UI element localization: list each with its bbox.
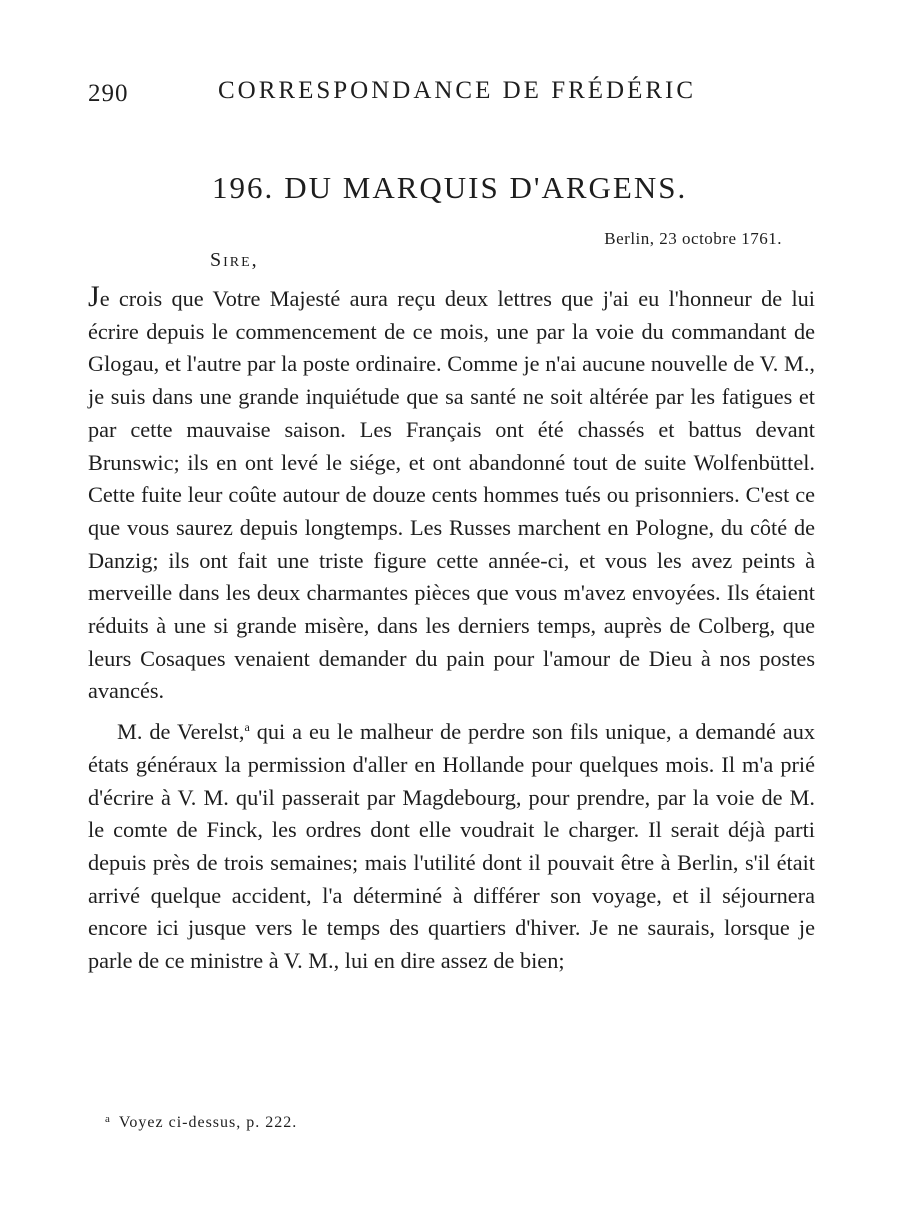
paragraph	[88, 716, 815, 978]
paragraph	[88, 280, 815, 708]
initial-letter: J	[88, 280, 100, 313]
salutation: Sire,	[210, 249, 259, 271]
letter-body	[88, 280, 815, 978]
dateline: Berlin, 23 octobre 1761.	[604, 229, 782, 248]
running-head: CORRESPONDANCE DE FRÉDÉRIC	[218, 77, 697, 104]
paragraph-text: e crois que Votre Majesté aura reçu deux lettres que j'ai eu l'honneur de lui écrire depuis le commencement de ce mois, une par la voie du commandant de Glogau, et l'autre par la poste ordinaire. Comme je n'ai aucune nouvelle de V. M., je suis dans une grande inquiétude que sa santé ne soit altérée par les fatigues et par cette mauvaise saison. Les Français ont été chassés et battus devant Brunswic; ils en ont levé le siége, et ont abandonné tout de suite Wolfenbüttel. Cette fuite leur coûte autour de douze cents hommes tués ou prisonniers. C'est ce que vous saurez depuis longtemps. Les Russes marchent en Pologne, du côté de Danzig; ils ont fait une triste figure cette année-ci, et vous les avez peints à merveille dans les deux charmantes pièces que vous m'avez envoyées. Ils étaient réduits à une si grande misère, dans les derniers temps, auprès de Colberg, que leurs Cosaques venaient demander du pain pour l'amour de Dieu à nos postes avancés.	[88, 286, 815, 704]
letter-title: DU MARQUIS D'ARGENS.	[284, 170, 688, 205]
footnote-mark: a	[105, 1113, 111, 1125]
footnote-text: Voyez ci-dessus, p. 222.	[118, 1114, 298, 1131]
page-number: 290	[88, 80, 129, 107]
letter-number: 196.	[212, 170, 275, 205]
paragraph-text: qui a eu le malheur de perdre son fils unique, a demandé aux états généraux la permission d'aller en Hollande pour quelques mois. Il m'a prié d'écrire à V. M. qu'il passerait par Magdebourg, pour prendre, par la voie de M. le comte de Finck, les ordres dont elle voudrait le charger. Il serait déjà parti depuis près de trois semaines; mais l'utilité dont il pouvait être à Berlin, s'il était arrivé quelque accident, l'a déterminé à différer son voyage, et il séjournera encore ici jusque vers le temps des quartiers d'hiver. Je ne saurais, lorsque je parle de ce ministre à V. M., lui en dire assez de bien;	[88, 719, 815, 974]
letter-heading	[212, 170, 687, 206]
footnote	[105, 1113, 297, 1132]
footnote-reference: a	[244, 720, 250, 735]
paragraph-text: M. de Verelst,	[117, 719, 245, 745]
